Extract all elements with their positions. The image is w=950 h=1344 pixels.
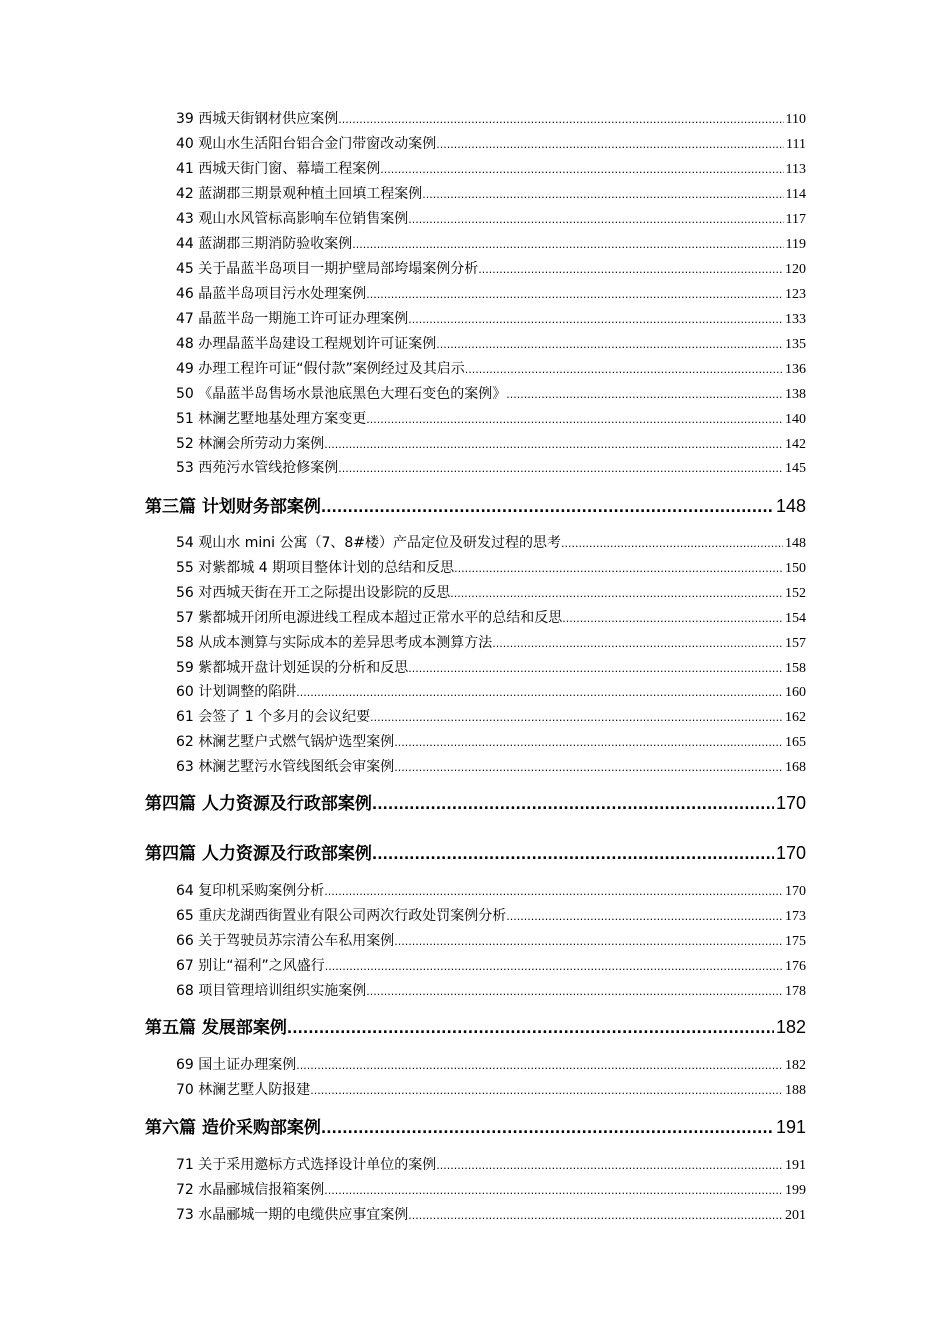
- toc-entry[interactable]: [176, 1080, 806, 1100]
- toc-entry[interactable]: [176, 159, 806, 179]
- page-number: 119: [785, 237, 806, 252]
- toc-entry[interactable]: [176, 931, 806, 951]
- entry-title: 53 西苑污水管线抢修案例: [176, 460, 339, 476]
- entry-title: 62 林澜艺墅户式燃气锅炉选型案例: [176, 734, 395, 750]
- page-number: 111: [786, 137, 806, 152]
- page-number: 165: [785, 735, 806, 750]
- dot-leader: [325, 957, 783, 977]
- toc-entry[interactable]: [176, 109, 806, 129]
- dot-leader: [370, 708, 783, 728]
- page-number: 113: [785, 162, 806, 177]
- dot-leader: [321, 1116, 774, 1142]
- page-number: 158: [785, 661, 806, 676]
- page-number: 188: [785, 1083, 806, 1098]
- dot-leader: [465, 360, 783, 380]
- toc-section-heading[interactable]: [145, 840, 806, 866]
- toc-entry[interactable]: [176, 658, 806, 678]
- page-number: 154: [785, 611, 806, 626]
- page-number: 117: [785, 212, 806, 227]
- entry-title: 43 观山水风管标高影响车位销售案例: [176, 211, 409, 227]
- entry-title: 51 林澜艺墅地基处理方案变更: [176, 411, 367, 427]
- dot-leader: [366, 285, 783, 305]
- page-number: 157: [785, 636, 806, 651]
- entry-title: 63 林澜艺墅污水管线图纸会审案例: [176, 759, 395, 775]
- toc-entry[interactable]: [176, 234, 806, 254]
- page-number: 150: [785, 561, 806, 576]
- dot-leader: [372, 842, 774, 868]
- dot-leader: [506, 385, 783, 405]
- entry-title: 48 办理晶蓝半岛建设工程规划许可证案例: [176, 336, 437, 352]
- page-number: 191: [785, 1158, 806, 1173]
- toc-entry[interactable]: [176, 209, 806, 229]
- entry-title: 52 林澜会所劳动力案例: [176, 436, 325, 452]
- section-title: 第四篇 人力资源及行政部案例: [145, 844, 372, 864]
- page-number: 191: [775, 1117, 806, 1137]
- toc-entry[interactable]: [176, 384, 806, 404]
- page-number: 123: [785, 287, 806, 302]
- dot-leader: [321, 495, 774, 521]
- page-number: 168: [785, 760, 806, 775]
- entry-title: 45 关于晶蓝半岛项目一期护壁局部垮塌案例分析: [176, 261, 479, 277]
- toc-entry[interactable]: [176, 757, 806, 777]
- dot-leader: [561, 534, 783, 554]
- page-number: 162: [785, 710, 806, 725]
- entry-title: 40 观山水生活阳台铝合金门带窗改动案例: [176, 136, 437, 152]
- entry-title: 39 西城天街钢材供应案例: [176, 111, 339, 127]
- entry-title: 70 林澜艺墅人防报建: [176, 1082, 311, 1098]
- toc-entry[interactable]: [176, 1055, 806, 1075]
- dot-leader: [454, 559, 783, 579]
- entry-title: 46 晶蓝半岛项目污水处理案例: [176, 286, 367, 302]
- dot-leader: [506, 907, 783, 927]
- dot-leader: [394, 932, 783, 952]
- dot-leader: [478, 260, 783, 280]
- dot-leader: [450, 584, 783, 604]
- dot-leader: [394, 758, 783, 778]
- toc-entry[interactable]: [176, 259, 806, 279]
- toc-entry[interactable]: [176, 334, 806, 354]
- entry-title: 47 晶蓝半岛一期施工许可证办理案例: [176, 311, 409, 327]
- dot-leader: [296, 1056, 783, 1076]
- page-number: 176: [785, 959, 806, 974]
- page-number: 170: [775, 843, 806, 863]
- dot-leader: [408, 310, 783, 330]
- toc-entry[interactable]: [176, 558, 806, 578]
- page-number: 135: [785, 337, 806, 352]
- entry-title: 66 关于驾驶员苏宗清公车私用案例: [176, 933, 395, 949]
- page-number: 182: [785, 1058, 806, 1073]
- toc-entry[interactable]: [176, 981, 806, 1001]
- page-number: 138: [785, 387, 806, 402]
- page-number: 201: [785, 1208, 806, 1223]
- toc-entry[interactable]: [176, 533, 806, 553]
- dot-leader: [287, 1016, 774, 1042]
- toc-section-heading[interactable]: [145, 1114, 806, 1140]
- toc-entry[interactable]: [176, 1180, 806, 1200]
- page-number: 170: [775, 793, 806, 813]
- toc-entry[interactable]: [176, 956, 806, 976]
- dot-leader: [338, 459, 783, 479]
- dot-leader: [562, 609, 783, 629]
- section-title: 第六篇 造价采购部案例: [145, 1118, 321, 1138]
- toc-entry[interactable]: [176, 359, 806, 379]
- toc-entry[interactable]: [176, 434, 806, 454]
- entry-title: 68 项目管理培训组织实施案例: [176, 983, 367, 999]
- toc-entry[interactable]: [176, 409, 806, 429]
- dot-leader: [372, 792, 774, 818]
- dot-leader: [310, 1081, 783, 1101]
- dot-leader: [394, 733, 783, 753]
- toc-entry[interactable]: [176, 458, 806, 478]
- section-title: 第五篇 发展部案例: [145, 1018, 287, 1038]
- page-number: 152: [785, 586, 806, 601]
- entry-title: 54 观山水 mini 公寓（7、8#楼）产品定位及研发过程的思考: [176, 535, 561, 551]
- toc-entry[interactable]: [176, 309, 806, 329]
- entry-title: 58 从成本测算与实际成本的差异思考成本测算方法: [176, 635, 493, 651]
- entry-title: 71 关于采用邀标方式选择设计单位的案例: [176, 1157, 437, 1173]
- page-number: 133: [785, 312, 806, 327]
- toc-entry[interactable]: [176, 1205, 806, 1225]
- page-number: 148: [775, 496, 806, 516]
- toc-entry[interactable]: [176, 633, 806, 653]
- entry-title: 44 蓝湖郡三期消防验收案例: [176, 236, 353, 252]
- dot-leader: [352, 235, 783, 255]
- entry-title: 55 对紫都城 4 期项目整体计划的总结和反思: [176, 560, 455, 576]
- page-number: 120: [785, 262, 806, 277]
- entry-title: 42 蓝湖郡三期景观种植土回填工程案例: [176, 186, 423, 202]
- toc-entry[interactable]: [176, 134, 806, 154]
- entry-title: 65 重庆龙湖西街置业有限公司两次行政处罚案例分析: [176, 908, 507, 924]
- toc-section-heading[interactable]: [145, 493, 806, 519]
- entry-title: 73 水晶郦城一期的电缆供应事宜案例: [176, 1207, 409, 1223]
- dot-leader: [408, 1206, 783, 1226]
- page-number: 136: [785, 362, 806, 377]
- entry-title: 56 对西城天街在开工之际提出设影院的反思: [176, 585, 451, 601]
- page-number: 142: [785, 437, 806, 452]
- page-number: 140: [785, 412, 806, 427]
- dot-leader: [436, 1156, 783, 1176]
- toc-section-heading[interactable]: [145, 1014, 806, 1040]
- dot-leader: [324, 435, 783, 455]
- dot-leader: [338, 110, 783, 130]
- dot-leader: [324, 882, 783, 902]
- entry-title: 49 办理工程许可证“假付款”案例经过及其启示: [176, 361, 465, 377]
- entry-title: 67 别让“福利”之风盛行: [176, 958, 325, 974]
- page-number: 160: [785, 685, 806, 700]
- toc-entry[interactable]: [176, 1155, 806, 1175]
- entry-title: 72 水晶郦城信报箱案例: [176, 1182, 325, 1198]
- page-number: 114: [785, 187, 806, 202]
- entry-title: 41 西城天街门窗、幕墙工程案例: [176, 161, 381, 177]
- toc-entry[interactable]: [176, 284, 806, 304]
- toc-entry[interactable]: [176, 682, 806, 702]
- entry-title: 57 紫都城开闭所电源进线工程成本超过正常水平的总结和反思: [176, 610, 563, 626]
- section-title: 第三篇 计划财务部案例: [145, 497, 321, 517]
- entry-title: 61 会签了 1 个多月的会议纪要: [176, 709, 371, 725]
- dot-leader: [408, 210, 783, 230]
- dot-leader: [324, 1181, 783, 1201]
- dot-leader: [422, 185, 783, 205]
- toc-entry[interactable]: [176, 906, 806, 926]
- toc-entry[interactable]: [176, 184, 806, 204]
- dot-leader: [436, 135, 784, 155]
- page-number: 170: [785, 884, 806, 899]
- dot-leader: [436, 335, 783, 355]
- toc-entry[interactable]: [176, 608, 806, 628]
- page-number: 175: [785, 934, 806, 949]
- page-number: 199: [785, 1183, 806, 1198]
- page-number: 182: [775, 1017, 806, 1037]
- entry-title: 60 计划调整的陷阱: [176, 684, 297, 700]
- entry-title: 59 紫都城开盘计划延误的分析和反思: [176, 660, 409, 676]
- page-number: 110: [785, 112, 806, 127]
- page-number: 148: [785, 536, 806, 551]
- dot-leader: [492, 634, 783, 654]
- entry-title: 64 复印机采购案例分析: [176, 883, 325, 899]
- dot-leader: [366, 410, 783, 430]
- entry-title: 69 国土证办理案例: [176, 1057, 297, 1073]
- page-number: 173: [785, 909, 806, 924]
- section-title: 第四篇 人力资源及行政部案例: [145, 794, 372, 814]
- entry-title: 50 《晶蓝半岛售场水景池底黑色大理石变色的案例》: [176, 386, 507, 402]
- dot-leader: [380, 160, 783, 180]
- toc-entry[interactable]: [176, 732, 806, 752]
- dot-leader: [408, 659, 783, 679]
- toc-entry[interactable]: [176, 583, 806, 603]
- toc-entry[interactable]: [176, 881, 806, 901]
- dot-leader: [366, 982, 783, 1002]
- page-number: 145: [785, 461, 806, 476]
- toc-entry[interactable]: [176, 707, 806, 727]
- page-number: 178: [785, 984, 806, 999]
- toc-section-heading[interactable]: [145, 790, 806, 816]
- dot-leader: [296, 683, 783, 703]
